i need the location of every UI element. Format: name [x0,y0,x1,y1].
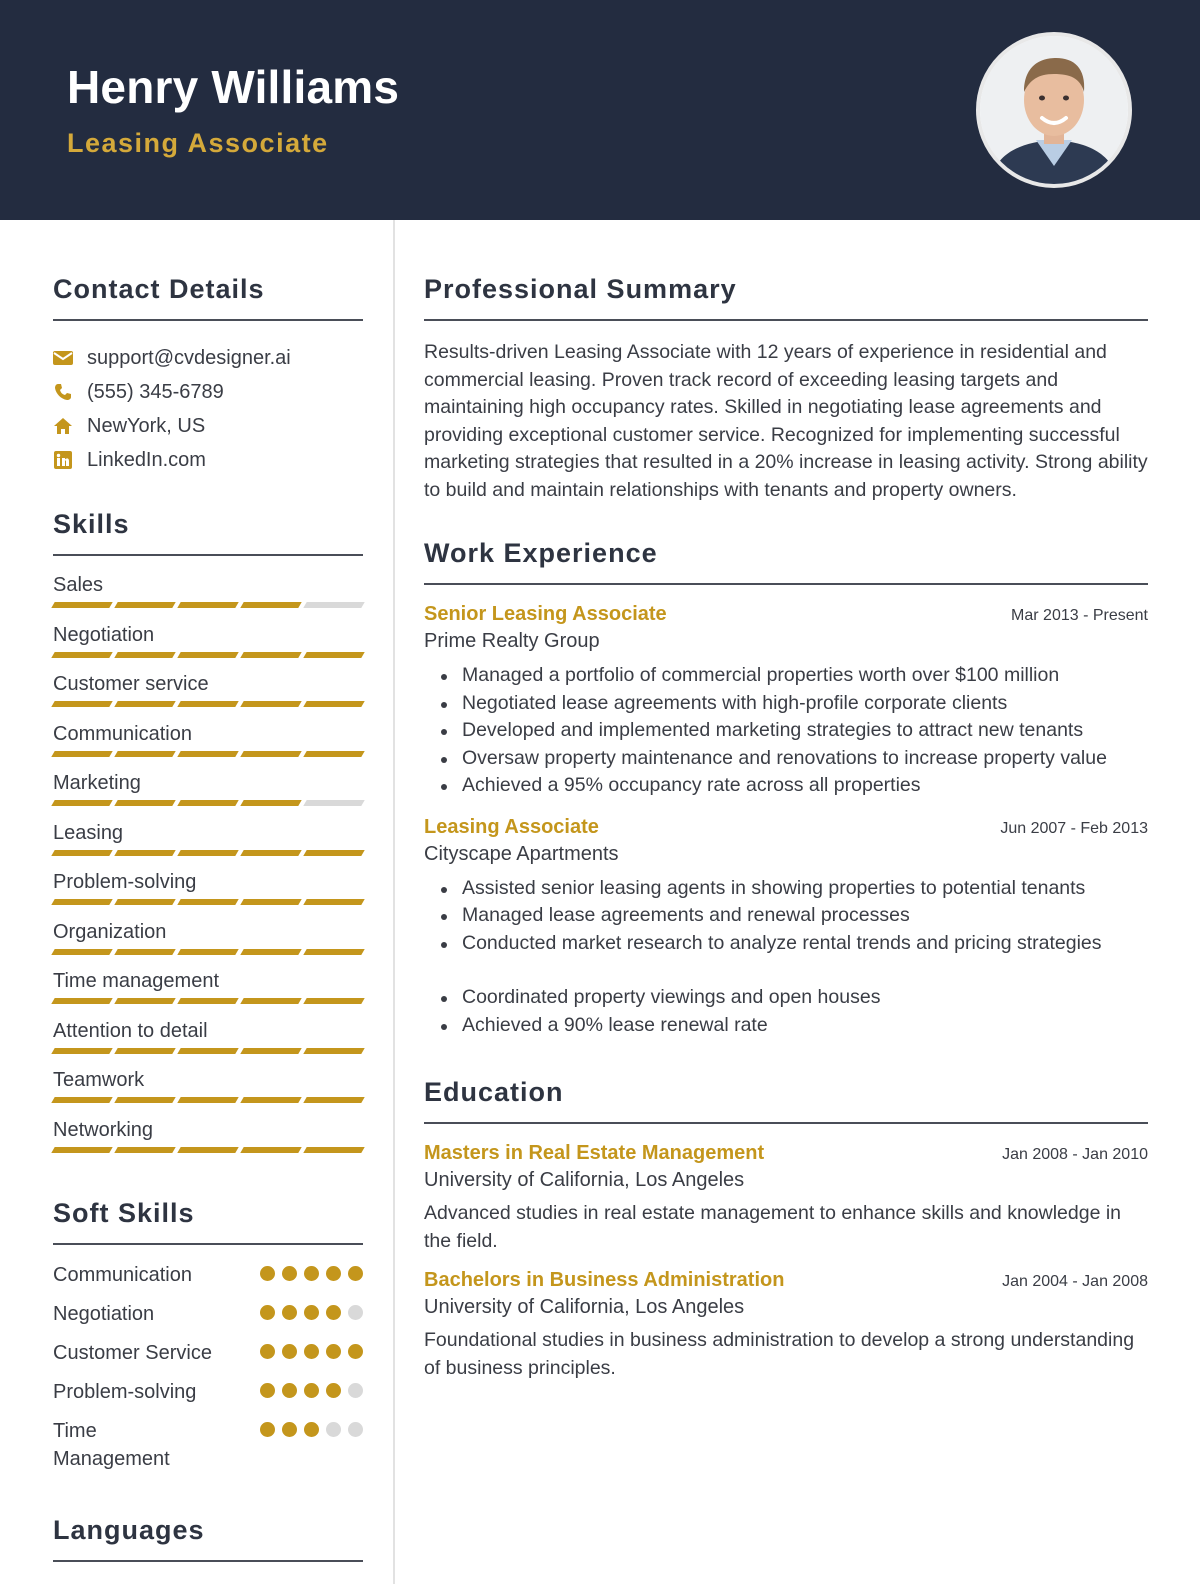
contact-linkedin-text: LinkedIn.com [87,448,206,471]
rating-dot [304,1344,319,1359]
skill-rating-segment [240,1097,301,1103]
skill-item [53,1016,363,1066]
list-item: Negotiated lease agreements with high-profile corporate clients [424,690,1148,718]
soft-skills-heading: Soft Skills [53,1198,195,1228]
skills-list [53,570,363,1164]
skill-rating-segment [303,602,364,608]
skill-rating-segment [177,652,238,658]
skill-item [53,620,363,670]
skill-rating-bar [53,899,363,905]
education-description: Foundational studies in business administration to develop a strong understanding of business principles. [424,1329,1135,1379]
skill-rating-segment [240,602,301,608]
contact-phone-text: (555) 345-6789 [87,380,224,403]
skill-rating-segment [114,850,175,856]
contact-email[interactable] [53,341,363,375]
rating-dot [348,1383,363,1398]
skill-rating-segment [303,751,364,757]
skill-rating-segment [51,949,112,955]
rating-dot [304,1422,319,1437]
skill-rating-segment [114,701,175,707]
skill-item [53,818,363,868]
resume-header [0,0,1200,220]
skill-rating-segment [240,899,301,905]
rating-dot [326,1383,341,1398]
skill-rating-segment [177,800,238,806]
skill-name: Problem-solving [53,871,197,893]
skill-rating-segment [240,949,301,955]
contact-location-text: NewYork, US [87,414,206,437]
rating-dot [326,1305,341,1320]
skill-rating-bar [53,800,363,806]
skill-rating-segment [240,751,301,757]
skill-item [53,1115,363,1165]
section-divider [53,319,363,321]
education-heading: Education [424,1077,564,1107]
skill-rating-segment [114,602,175,608]
skill-name: Leasing [53,821,124,844]
skill-name: Organization [53,920,167,943]
skill-rating-segment [51,1147,112,1153]
rating-dot [348,1266,363,1281]
education-date: Jan 2004 - Jan 2008 [1002,1273,1148,1290]
rating-dot [304,1266,319,1281]
soft-skill-item [53,1417,363,1473]
envelope-icon [53,348,73,368]
soft-skill-rating [260,1383,363,1398]
rating-dot [348,1305,363,1320]
rating-dot [304,1383,319,1398]
skill-rating-segment [51,751,112,757]
section-divider [424,319,1148,321]
list-item: Oversaw property maintenance and renovations to increase property value [424,745,1148,773]
skills-heading: Skills [53,509,130,539]
skill-rating-segment [177,998,238,1004]
candidate-title: Leasing Associate [67,128,329,158]
skill-rating-segment [240,1147,301,1153]
summary-text: Results-driven Leasing Associate with 12 years of experience in residential and commercial leasing. Proven track record of exceeding leasing targets and maintaining high occupancy rates. Skilled in negotiating lease agreements and providing exceptional customer service. Recognized for implementing successful marketing strategies that resulted in a 20% increase in leasing activity. Strong ability to build and maintain relationships with tenants and property owners. [424,341,1148,501]
skill-rating-segment [303,800,364,806]
skill-rating-segment [114,1048,175,1054]
rating-dot [260,1305,275,1320]
skill-rating-segment [240,652,301,658]
skill-name: Networking [53,1118,154,1141]
skill-rating-segment [51,1048,112,1054]
skill-rating-segment [114,751,175,757]
soft-skill-name: Time Management [53,1420,170,1470]
summary-heading: Professional Summary [424,274,737,304]
soft-skill-rating [260,1344,363,1359]
soft-skill-item [53,1300,363,1328]
rating-dot [304,1305,319,1320]
job-title: Leasing Associate [424,815,599,838]
skill-name: Teamwork [53,1069,145,1091]
contact-location [53,409,363,443]
list-item: Achieved a 95% occupancy rate across all properties [424,772,1148,800]
soft-skill-name: Problem-solving [53,1381,197,1403]
skill-rating-segment [177,751,238,757]
soft-skill-name: Negotiation [53,1303,155,1325]
home-icon [53,416,73,436]
contact-phone[interactable] [53,375,363,409]
rating-dot [326,1266,341,1281]
section-divider [53,554,363,556]
skill-item [53,966,363,1016]
skill-item [53,768,363,818]
soft-skill-item [53,1378,363,1406]
skill-rating-segment [51,1097,112,1103]
section-divider [53,1560,363,1562]
list-item: Coordinated property viewings and open houses [424,984,1148,1012]
company-name: Cityscape Apartments [424,842,619,865]
skill-rating-segment [51,998,112,1004]
rating-dot [282,1422,297,1437]
degree-title: Masters in Real Estate Management [424,1142,765,1164]
column-divider [393,220,395,1584]
skill-name: Sales [53,574,104,596]
skill-rating-segment [303,949,364,955]
rating-dot [282,1305,297,1320]
contact-linkedin[interactable] [53,443,363,477]
skill-name: Communication [53,722,192,745]
left-column [53,220,363,1562]
phone-icon [53,382,73,402]
degree-title: Bachelors in Business Administration [424,1269,785,1291]
skill-item [53,719,363,769]
skill-rating-segment [51,701,112,707]
skill-name: Attention to detail [53,1019,208,1042]
rating-dot [282,1266,297,1281]
job-bullets [424,662,1148,800]
rating-dot [260,1383,275,1398]
skill-rating-bar [53,949,363,955]
skill-rating-segment [177,701,238,707]
skill-item [53,867,363,917]
skill-item [53,570,363,620]
skill-name: Customer service [53,673,209,695]
soft-skill-rating [260,1266,363,1281]
skill-rating-bar [53,652,363,658]
skill-rating-segment [114,949,175,955]
skill-name: Time management [53,970,219,992]
skill-name: Marketing [53,772,141,794]
education-date: Jan 2008 - Jan 2010 [1002,1146,1148,1163]
skill-rating-bar [53,998,363,1004]
skill-rating-segment [114,899,175,905]
skill-rating-segment [303,652,364,658]
rating-dot [326,1422,341,1437]
job-date: Jun 2007 - Feb 2013 [1000,819,1148,837]
candidate-name: Henry Williams [67,61,400,113]
skill-rating-segment [303,1147,364,1153]
list-item: Conducted market research to analyze rental trends and pricing strategies [424,930,1148,958]
contact-heading: Contact Details [53,274,265,304]
skill-rating-segment [51,850,112,856]
skill-rating-segment [303,850,364,856]
skill-rating-segment [240,850,301,856]
skill-rating-segment [51,602,112,608]
skill-rating-segment [177,949,238,955]
languages-heading: Languages [53,1515,205,1545]
list-item: Managed lease agreements and renewal processes [424,902,1148,930]
education-entry [424,1142,1148,1255]
rating-dot [260,1344,275,1359]
rating-dot [348,1422,363,1437]
skill-rating-bar [53,602,363,608]
skill-rating-segment [51,652,112,658]
list-item: Assisted senior leasing agents in showing properties to potential tenants [424,875,1148,903]
skill-rating-segment [114,1097,175,1103]
school-name: University of California, Los Angeles [424,1296,745,1318]
school-name: University of California, Los Angeles [424,1169,745,1191]
rating-dot [326,1344,341,1359]
soft-skills-list [53,1261,363,1473]
skill-rating-segment [114,800,175,806]
job-date: Mar 2013 - Present [1011,607,1148,624]
soft-skill-name: Customer Service [53,1342,212,1364]
soft-skill-name: Communication [53,1264,192,1286]
skill-rating-bar [53,850,363,856]
list-item: Developed and implemented marketing strategies to attract new tenants [424,717,1148,745]
skill-name: Negotiation [53,623,155,646]
skill-rating-bar [53,1097,363,1103]
skill-rating-segment [240,998,301,1004]
skill-rating-segment [240,1048,301,1054]
job-bullets [424,875,1148,1040]
skill-item [53,669,363,719]
company-name: Prime Realty Group [424,630,600,652]
section-divider [424,1122,1148,1124]
skill-rating-segment [114,998,175,1004]
skill-rating-segment [177,850,238,856]
job-entry [424,816,1148,1040]
rating-dot [260,1422,275,1437]
linkedin-icon [53,450,73,470]
contact-list [53,341,363,477]
skill-rating-segment [303,1048,364,1054]
skill-item [53,917,363,967]
soft-skill-item [53,1261,363,1289]
experience-heading: Work Experience [424,538,658,568]
section-divider [424,583,1148,585]
contact-email-text: support@cvdesigner.ai [87,346,291,369]
education-entry [424,1269,1148,1382]
skill-rating-segment [303,998,364,1004]
education-description: Advanced studies in real estate management to enhance skills and knowledge in the field. [424,1202,1122,1252]
job-title: Senior Leasing Associate [424,603,667,625]
skill-item [53,1065,363,1115]
soft-skill-item [53,1339,363,1367]
skill-rating-segment [177,899,238,905]
list-item: Achieved a 90% lease renewal rate [424,1012,1148,1040]
skill-rating-segment [177,602,238,608]
skill-rating-segment [303,1097,364,1103]
job-entry [424,603,1148,800]
skill-rating-segment [51,800,112,806]
rating-dot [260,1266,275,1281]
skill-rating-segment [114,652,175,658]
rating-dot [282,1344,297,1359]
list-item: Managed a portfolio of commercial properties worth over $100 million [424,662,1148,690]
skill-rating-segment [303,899,364,905]
skill-rating-segment [240,800,301,806]
skill-rating-segment [177,1097,238,1103]
right-column [424,220,1148,1382]
skill-rating-segment [177,1147,238,1153]
skill-rating-bar [53,701,363,707]
skill-rating-segment [240,701,301,707]
rating-dot [282,1383,297,1398]
skill-rating-bar [53,1147,363,1153]
skill-rating-bar [53,1048,363,1054]
rating-dot [348,1344,363,1359]
soft-skill-rating [260,1305,363,1320]
soft-skill-rating [260,1422,363,1437]
skill-rating-bar [53,751,363,757]
skill-rating-segment [114,1147,175,1153]
skill-rating-segment [177,1048,238,1054]
skill-rating-segment [51,899,112,905]
skill-rating-segment [303,701,364,707]
section-divider [53,1243,363,1245]
profile-photo [976,32,1132,188]
